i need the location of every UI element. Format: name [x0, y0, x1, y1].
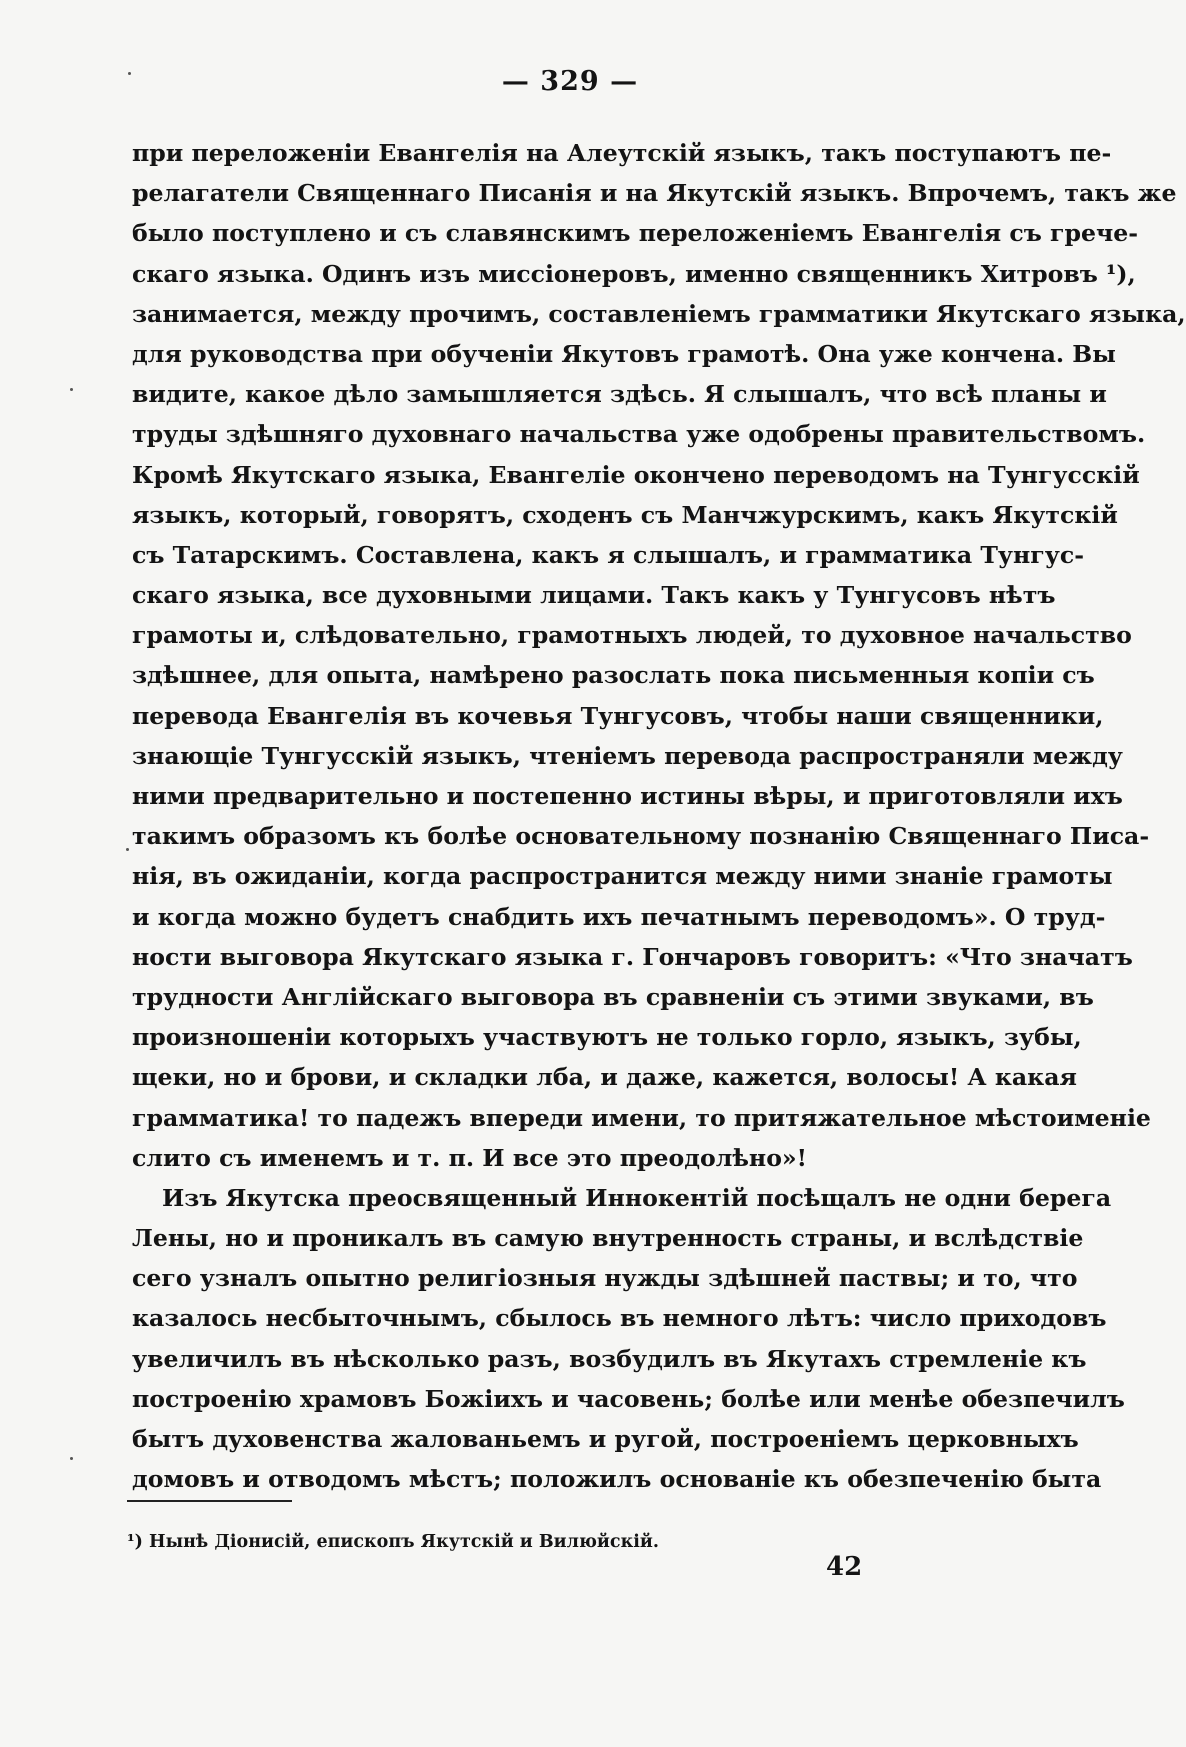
margin-speck: [70, 388, 73, 391]
text-line: Кромѣ Якутскаго языка, Евангеліе окончено переводомъ на Тунгусскій: [132, 460, 1140, 489]
margin-speck: [70, 1457, 73, 1460]
text-line: слито съ именемъ и т. п. И все это преодолѣно»!: [132, 1143, 808, 1172]
body-text: [132, 133, 1186, 1499]
text-line: Лены, но и проникалъ въ самую внутренность страны, и вслѣдствіе: [132, 1224, 1084, 1253]
text-line: здѣшнее, для опыта, намѣрено разослать пока письменныя копіи съ: [132, 661, 1095, 690]
text-line: занимается, между прочимъ, составленіемъ грамматики Якутскаго языка,: [132, 299, 1186, 328]
text-line: было поступлено и съ славянскимъ переложеніемъ Евангелія съ грече-: [132, 219, 1139, 248]
text-line: щеки, но и брови, и складки лба, и даже, кажется, волосы! А какая: [132, 1063, 1077, 1092]
footnote: ¹) Нынѣ Діонисій, епископъ Якутскій и Вилюйскій.: [127, 1532, 659, 1552]
text-line: при переложеніи Евангелія на Алеутскій языкъ, такъ поступаютъ пе-: [132, 139, 1112, 167]
text-line: грамматика! то падежъ впереди имени, то притяжательное мѣстоименіе: [132, 1103, 1151, 1132]
text-line: грамоты и, слѣдовательно, грамотныхъ людей, то духовное начальство: [132, 621, 1132, 650]
text-line: ними предварительно и постепенно истины вѣры, и приготовляли ихъ: [132, 782, 1123, 810]
text-line: Изъ Якутска преосвященный Иннокентій посѣщалъ не одни берега: [162, 1183, 1112, 1212]
text-line: сего узналъ опытно религіозныя нужды здѣшней паствы; и то, что: [132, 1264, 1078, 1293]
text-line: произношеніи которыхъ участвуютъ не только горло, языкъ, зубы,: [132, 1023, 1082, 1052]
text-line: языкъ, который, говорятъ, сходенъ съ Манчжурскимъ, какъ Якутскій: [132, 500, 1118, 529]
page-number-header: — 329 —: [501, 66, 639, 97]
text-line: и когда можно будетъ снабдить ихъ печатнымъ переводомъ». О труд-: [132, 902, 1106, 931]
text-line: труды здѣшняго духовнаго начальства уже одобрены правительствомъ.: [132, 420, 1146, 449]
text-line: релагатели Священнаго Писанія и на Якутскій языкъ. Впрочемъ, такъ же: [132, 179, 1177, 208]
text-line: перевода Евангелія въ кочевья Тунгусовъ, чтобы наши священники,: [132, 701, 1104, 730]
text-line: казалось несбыточнымъ, сбылось въ немного лѣтъ: число приходовъ: [132, 1304, 1107, 1333]
signature-mark: 42: [826, 1552, 863, 1582]
text-line: скаго языка. Одинъ изъ миссіонеровъ, именно священникъ Хитровъ ¹),: [132, 259, 1136, 288]
margin-speck: [126, 848, 129, 851]
text-line: для руководства при обученіи Якутовъ грамотѣ. Она уже кончена. Вы: [132, 339, 1116, 368]
text-line: знающіе Тунгусскій языкъ, чтеніемъ перевода распространяли между: [132, 741, 1123, 770]
text-line: скаго языка, все духовными лицами. Такъ какъ у Тунгусовъ нѣтъ: [132, 581, 1056, 610]
text-line: домовъ и отводомъ мѣстъ; положилъ основаніе къ обезпеченію быта: [132, 1465, 1102, 1494]
text-line: трудности Англійскаго выговора въ сравненіи съ этими звуками, въ: [132, 982, 1094, 1011]
margin-speck: [128, 72, 131, 75]
text-line: построенію храмовъ Божіихъ и часовень; болѣе или менѣе обезпечилъ: [132, 1384, 1125, 1413]
text-line: нія, въ ожиданіи, когда распространится между ними знаніе грамоты: [132, 862, 1113, 891]
text-line: увеличилъ въ нѣсколько разъ, возбудилъ въ Якутахъ стремленіе къ: [132, 1344, 1087, 1373]
text-line: съ Татарскимъ. Составлена, какъ я слышалъ, и грамматика Тунгус-: [132, 540, 1084, 569]
text-line: видите, какое дѣло замышляется здѣсь. Я слышалъ, что всѣ планы и: [132, 380, 1107, 409]
text-line: ности выговора Якутскаго языка г. Гончаровъ говоритъ: «Что значатъ: [132, 942, 1133, 971]
text-line: такимъ образомъ къ болѣе основательному познанію Священнаго Писа-: [132, 822, 1150, 851]
footnote-divider: [127, 1500, 292, 1502]
text-line: бытъ духовенства жалованьемъ и ругой, построеніемъ церковныхъ: [132, 1425, 1079, 1453]
